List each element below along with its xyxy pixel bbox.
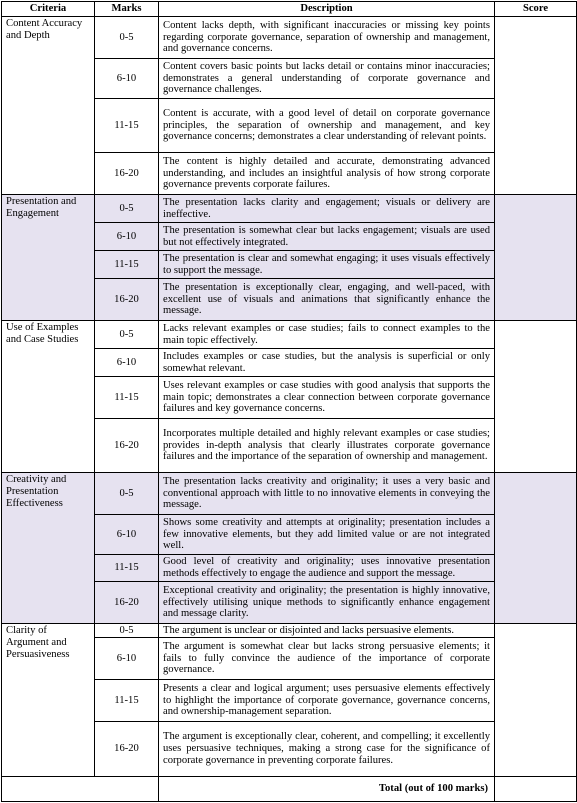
marks-range: 16-20 — [95, 279, 159, 321]
marks-range: 6-10 — [95, 59, 159, 99]
level-description: Lacks relevant examples or case studies; fails to connect examples to the main topic effectively. — [159, 321, 495, 349]
level-description: Uses relevant examples or case studies with good analysis that supports the main topic; demonstrates a clear connection between corporate governance failures and key governance concerns. — [159, 377, 495, 419]
level-description: The content is highly detailed and accurate, demonstrating advanced understanding, and includes an insightful analysis of how strong corporate governance prevents corporate failures. — [159, 153, 495, 195]
marks-range: 0-5 — [95, 321, 159, 349]
header-row — [2, 2, 577, 17]
marks-range: 11-15 — [95, 377, 159, 419]
marks-range: 11-15 — [95, 251, 159, 279]
level-description: Good level of creativity and originality; uses innovative presentation methods effectively to engage the audience and support the message. — [159, 555, 495, 582]
rubric-table — [1, 1, 577, 802]
level-description: Content covers basic points but lacks detail or contains minor inaccuracies; demonstrates a general understanding of corporate governance and governance challenges. — [159, 59, 495, 99]
marks-range: 6-10 — [95, 638, 159, 680]
level-description: The argument is unclear or disjointed and lacks persuasive elements. — [159, 624, 495, 638]
marks-range: 16-20 — [95, 153, 159, 195]
level-description: The argument is somewhat clear but lacks strong persuasive elements; it fails to fully convince the audience of the importance of corporate governance. — [159, 638, 495, 680]
rubric-row — [2, 473, 577, 515]
score-cell[interactable] — [495, 473, 577, 624]
score-cell[interactable] — [495, 321, 577, 473]
level-description: The presentation is exceptionally clear, engaging, and well-paced, with excellent use of visuals and animations that significantly enhance the message. — [159, 279, 495, 321]
marks-range: 6-10 — [95, 223, 159, 251]
level-description: Shows some creativity and attempts at originality; presentation includes a few innovative elements, but they add limited value or are not integrated well. — [159, 515, 495, 555]
marks-range: 6-10 — [95, 349, 159, 377]
marks-range: 0-5 — [95, 17, 159, 59]
header-score: Score — [495, 2, 577, 17]
marks-range: 16-20 — [95, 722, 159, 777]
level-description: The presentation is somewhat clear but lacks engagement; visuals are used but not effectively integrated. — [159, 223, 495, 251]
marks-range: 0-5 — [95, 473, 159, 515]
marks-range: 11-15 — [95, 99, 159, 153]
total-row — [2, 777, 577, 802]
total-score-cell[interactable] — [495, 777, 577, 802]
level-description: Content is accurate, with a good level of detail on corporate governance principles, the separation of ownership and management, and key governance concerns; demonstrates a clear understanding of relevant points. — [159, 99, 495, 153]
rubric-row — [2, 195, 577, 223]
level-description: Presents a clear and logical argument; uses persuasive elements effectively to highlight the importance of corporate governance, governance concerns, and ownership-management separation. — [159, 680, 495, 722]
score-cell[interactable] — [495, 195, 577, 321]
score-cell[interactable] — [495, 624, 577, 777]
total-label: Total (out of 100 marks) — [159, 777, 495, 802]
marks-range: 11-15 — [95, 555, 159, 582]
rubric-row — [2, 17, 577, 59]
level-description: The presentation lacks clarity and engagement; visuals or delivery are ineffective. — [159, 195, 495, 223]
marks-range: 16-20 — [95, 582, 159, 624]
level-description: The presentation lacks creativity and originality; it uses a very basic and conventional approach with little to no innovative elements in conveying the message. — [159, 473, 495, 515]
marks-range: 0-5 — [95, 624, 159, 638]
header-marks: Marks — [95, 2, 159, 17]
level-description: Incorporates multiple detailed and highly relevant examples or case studies; provides in-depth analysis that clearly illustrates corporate governance failures and the importance of the separation of ownership and management. — [159, 419, 495, 473]
header-description: Description — [159, 2, 495, 17]
level-description: Includes examples or case studies, but the analysis is superficial or only somewhat relevant. — [159, 349, 495, 377]
score-cell[interactable] — [495, 17, 577, 195]
header-criteria: Criteria — [2, 2, 95, 17]
total-spacer — [2, 777, 159, 802]
marks-range: 11-15 — [95, 680, 159, 722]
level-description: Exceptional creativity and originality; the presentation is highly innovative, effectively utilising unique methods to significantly enhance engagement and message clarity. — [159, 582, 495, 624]
criteria-name: Creativity and Presentation Effectiveness — [2, 473, 95, 624]
criteria-name: Presentation and Engagement — [2, 195, 95, 321]
rubric-body — [2, 17, 577, 777]
criteria-name: Use of Examples and Case Studies — [2, 321, 95, 473]
level-description: Content lacks depth, with significant inaccuracies or missing key points regarding corporate governance, separation of ownership and management, and governance concerns. — [159, 17, 495, 59]
level-description: The argument is exceptionally clear, coherent, and compelling; it excellently uses persuasive techniques, making a strong case for the significance of corporate governance in preventing corporate failures. — [159, 722, 495, 777]
level-description: The presentation is clear and somewhat engaging; it uses visuals effectively to support the message. — [159, 251, 495, 279]
marks-range: 0-5 — [95, 195, 159, 223]
rubric-row — [2, 321, 577, 349]
criteria-name: Content Accuracy and Depth — [2, 17, 95, 195]
marks-range: 6-10 — [95, 515, 159, 555]
criteria-name: Clarity of Argument and Persuasiveness — [2, 624, 95, 777]
rubric-row — [2, 624, 577, 638]
marks-range: 16-20 — [95, 419, 159, 473]
